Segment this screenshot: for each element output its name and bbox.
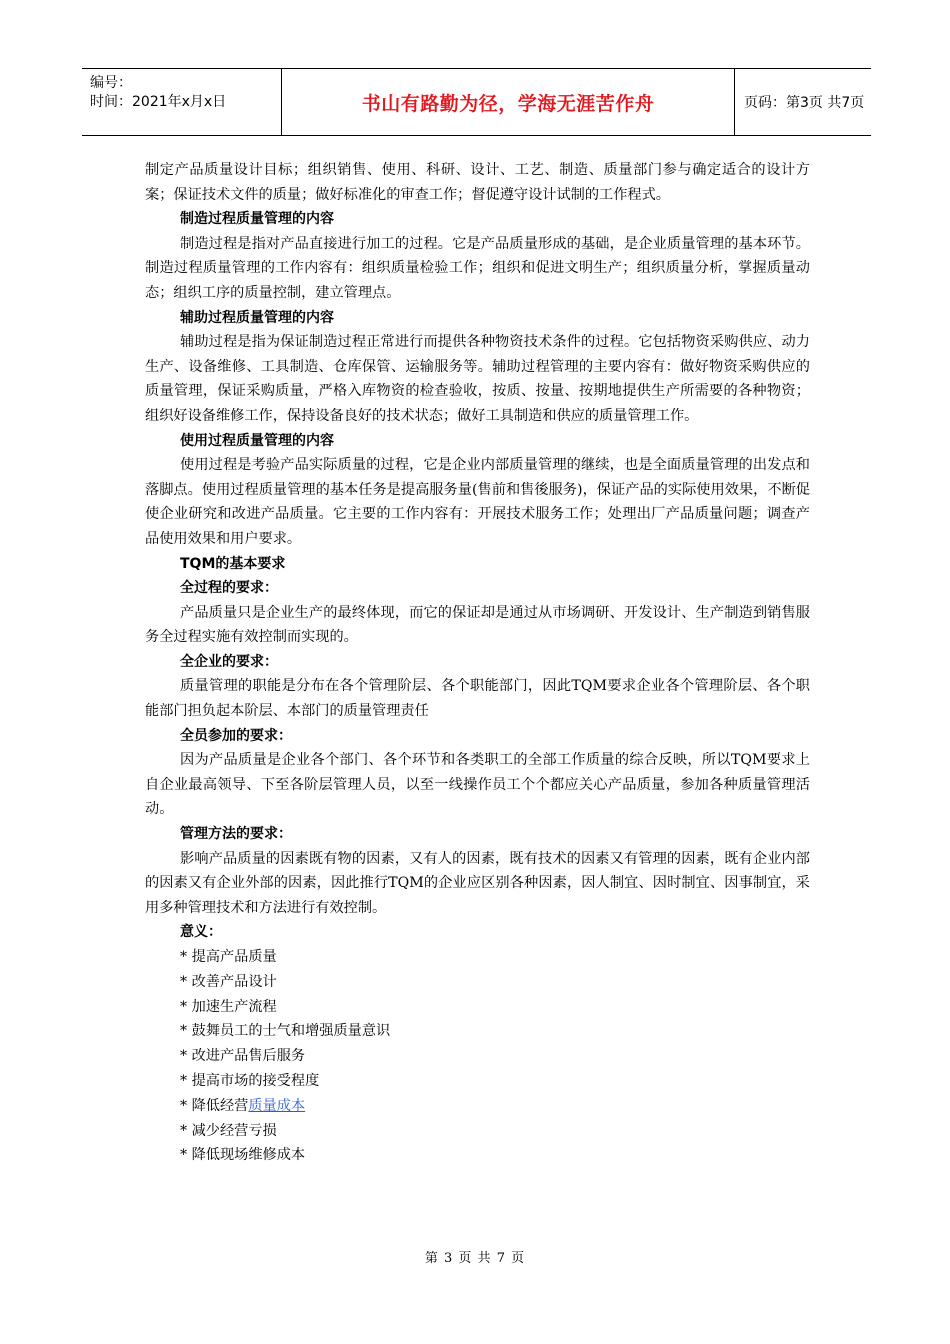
significance-list [145, 945, 810, 1168]
list-item: * 降低现场维修成本 [180, 1147, 306, 1164]
heading-significance: 意义： [180, 924, 222, 941]
list-item: * 减少经营亏损 [180, 1122, 277, 1139]
list-item: * 鼓舞员工的士气和增强质量意识 [180, 1023, 391, 1040]
header-meta [82, 69, 282, 135]
page-footer: 第 3 页 共 7 页 [424, 1251, 526, 1266]
list-item-text: * 降低经营 [180, 1097, 249, 1114]
number-label: 编号： [90, 75, 132, 91]
heading-all-staff: 全员参加的要求： [180, 727, 292, 744]
paragraph-methods: 影响产品质量的因素既有物的因素，又有人的因素，既有技术的因素又有管理的因素，既有企业内部的因素又有企业外部的因素，因此推行TQM的企业应区别各种因素，因人制宜、因时制宜、因事制宜，采用多种管理技术和方法进行有效控制。 [145, 850, 810, 916]
paragraph-usage: 使用过程是考验产品实际质量的过程，它是企业内部质量管理的继续，也是全面质量管理的出发点和落脚点。使用过程质量管理的基本任务是提高服务量(售前和售後服务)，保证产品的实际使用效果，不断促使企业研究和改进产品质量。它主要的工作内容有：开展技术服务工作；处理出厂产品质量问题；调查产品使用效果和用户要求。 [145, 457, 810, 547]
quality-cost-link[interactable]: 质量成本 [248, 1097, 306, 1114]
list-item: * 提高产品质量 [180, 949, 277, 965]
list-item: * 提高市场的接受程度 [180, 1072, 320, 1089]
date-label: 时间：2021年x月x日 [90, 94, 227, 110]
paragraph-all-staff: 因为产品质量是企业各个部门、各个环节和各类职工的全部工作质量的综合反映，所以TQM要求上自企业最高领导、下至各阶层管理人员，以至一线操作员工个个都应关心产品质量，参加各种质量管理活动。 [145, 752, 810, 818]
heading-manufacture: 制造过程质量管理的内容 [180, 211, 334, 228]
paragraph-intro: 制定产品质量设计目标；组织销售、使用、科研、设计、工艺、制造、质量部门参与确定适合的设计方案；保证技术文件的质量；做好标准化的审查工作；督促遵守设计试制的工作程式。 [145, 162, 810, 203]
heading-usage: 使用过程质量管理的内容 [180, 432, 334, 449]
paragraph-whole-process: 产品质量只是企业生产的最终体现，而它的保证却是通过从市场调研、开发设计、生产制造到销售服务全过程实施有效控制而实现的。 [145, 604, 810, 646]
heading-whole-enterprise: 全企业的要求： [180, 653, 278, 670]
document-header [82, 68, 871, 136]
heading-methods: 管理方法的要求： [180, 826, 292, 843]
document-body [145, 158, 810, 1168]
heading-whole-process: 全过程的要求： [180, 580, 278, 597]
list-item: * 改进产品售后服务 [180, 1048, 306, 1065]
header-page-label: 页码：第3页 共7页 [744, 95, 865, 111]
list-item: * 加速生产流程 [180, 998, 277, 1015]
heading-tqm: TQM的基本要求 [180, 555, 286, 572]
heading-auxiliary: 辅助过程质量管理的内容 [180, 309, 334, 326]
paragraph-auxiliary: 辅助过程是指为保证制造过程正常进行而提供各种物资技术条件的过程。它包括物资采购供应、动力生产、设备维修、工具制造、仓库保管、运输服务等。辅助过程管理的主要内容有：做好物资采购供应的质量管理，保证采购质量，严格入库物资的检查验收，按质、按量、按期地提供生产所需要的各种物资；组织好设备维修工作，保持设备良好的技术状态；做好工具制造和供应的质量管理工作。 [145, 334, 810, 424]
list-item [145, 1094, 810, 1119]
list-item: * 改善产品设计 [180, 973, 277, 990]
paragraph-manufacture: 制造过程是指对产品直接进行加工的过程。它是产品质量形成的基础，是企业质量管理的基本环节。制造过程质量管理的工作内容有：组织质量检验工作；组织和促进文明生产；组织质量分析，掌握质量动态；组织工序的质量控制，建立管理点。 [145, 235, 810, 301]
paragraph-whole-enterprise: 质量管理的职能是分布在各个管理阶层、各个职能部门，因此TQM要求企业各个管理阶层、各个职能部门担负起本阶层、本部门的质量管理责任 [145, 678, 810, 720]
header-motto: 书山有路勤为径，学海无涯苦作舟 [282, 69, 735, 135]
